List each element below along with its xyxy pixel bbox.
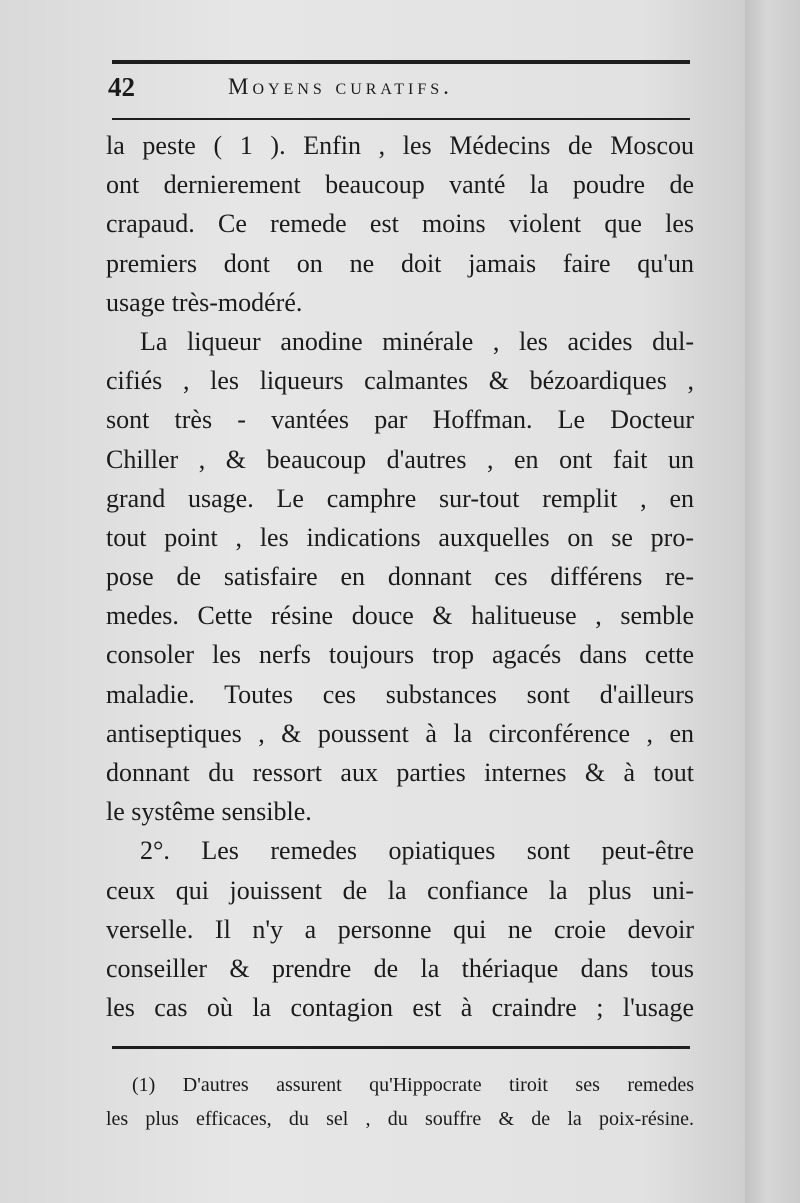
body-line: ont dernierement beaucoup vanté la poudre de — [106, 170, 694, 200]
body-line: conseiller & prendre de la thériaque dans tous — [106, 953, 694, 983]
body-line: premiers dont on ne doit jamais faire qu'un — [106, 248, 694, 278]
body-line: medes. Cette résine douce & halitueuse , semble — [106, 601, 694, 631]
body-line: maladie. Toutes ces substances sont d'ailleurs — [106, 679, 694, 709]
footnote-rule — [112, 1046, 690, 1049]
body-line: 2°. Les remedes opiatiques sont peut-être — [140, 836, 694, 866]
body-line: le systême sensible. — [106, 797, 312, 827]
body-line: tout point , les indications auxquelles on se pro- — [106, 522, 694, 552]
body-line: verselle. Il n'y a personne qui ne croie devoir — [106, 914, 694, 944]
page-header — [108, 72, 698, 106]
footnote-line: (1) D'autres assurent qu'Hippocrate tiroit ses remedes — [132, 1074, 694, 1096]
body-line: La liqueur anodine minérale , les acides dul- — [140, 326, 694, 356]
body-line: ceux qui jouissent de la confiance la plus uni- — [106, 875, 694, 905]
body-text — [106, 126, 694, 1027]
page-number: 42 — [108, 72, 135, 102]
header-bottom-rule — [112, 118, 690, 120]
body-line: sont très - vantées par Hoffman. Le Docteur — [106, 405, 694, 435]
body-line: grand usage. Le camphre sur-tout remplit , en — [106, 483, 694, 513]
body-line: usage très-modéré. — [106, 287, 303, 317]
body-line: consoler les nerfs toujours trop agacés dans cette — [106, 640, 694, 670]
body-line: pose de satisfaire en donnant ces différens re- — [106, 562, 694, 592]
footnote-line: les plus efficaces, du sel , du souffre & de la poix-résine. — [106, 1108, 694, 1130]
body-line: crapaud. Ce remede est moins violent que les — [106, 209, 694, 239]
footnotes — [106, 1068, 694, 1136]
header-top-rule — [112, 60, 690, 64]
body-line: cifiés , les liqueurs calmantes & bézoardiques , — [106, 366, 694, 396]
body-line: donnant du ressort aux parties internes & à tout — [106, 758, 694, 787]
page-edge-shadow — [745, 0, 800, 1203]
body-line: la peste ( 1 ). Enfin , les Médecins de Moscou — [106, 131, 694, 160]
body-line: les cas où la contagion est à craindre ; l'usage — [106, 993, 694, 1023]
body-line: Chiller , & beaucoup d'autres , en ont fait un — [106, 444, 694, 474]
body-line: antiseptiques , & poussent à la circonférence , en — [106, 718, 694, 748]
running-title: Moyens curatifs. — [228, 74, 453, 99]
